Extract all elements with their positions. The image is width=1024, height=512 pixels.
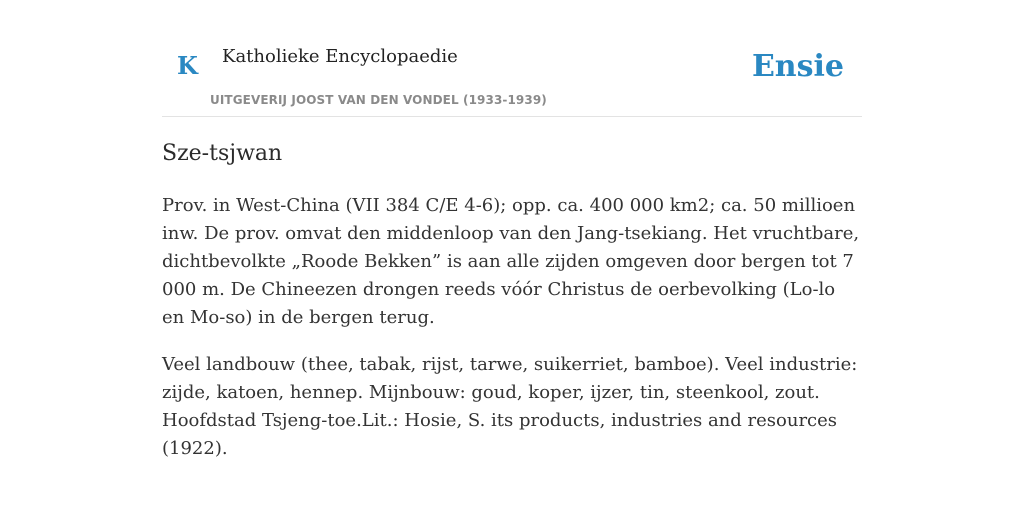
book-title[interactable]: Katholieke Encyclopaedie bbox=[222, 46, 458, 67]
article-title: Sze-tsjwan bbox=[162, 141, 283, 166]
publisher-label: UITGEVERIJ JOOST VAN DEN VONDEL (1933-1939) bbox=[210, 93, 547, 107]
encyclopedia-logo[interactable]: K bbox=[177, 51, 198, 80]
article-paragraph: Prov. in West-China (VII 384 C/E 4-6); opp. ca. 400 000 km2; ca. 50 millioen inw. De prov. omvat den middenloop van den Jang-tsekiang. Het vruchtbare, dichtbevolkte „Roode Bekken” is aan alle zijden omgeven door bergen tot 7 000 m. De Chineezen drongen reeds vóór Christus de oerbevolking (Lo-lo en Mo-so) in de bergen terug. bbox=[162, 195, 860, 328]
article bbox=[162, 138, 862, 463]
article-paragraph: Veel landbouw (thee, tabak, rijst, tarwe, suikerriet, bamboe). Veel industrie: zijde, katoen, hennep. Mijnbouw: goud, koper, ijzer, tin, steenkool, zout. Hoofdstad Tsjeng-toe.Lit.: Hosie, S. its products, industries and resources (1922). bbox=[162, 354, 858, 459]
site-header bbox=[162, 0, 862, 117]
ensie-brand-logo[interactable]: Ensie bbox=[751, 49, 844, 84]
